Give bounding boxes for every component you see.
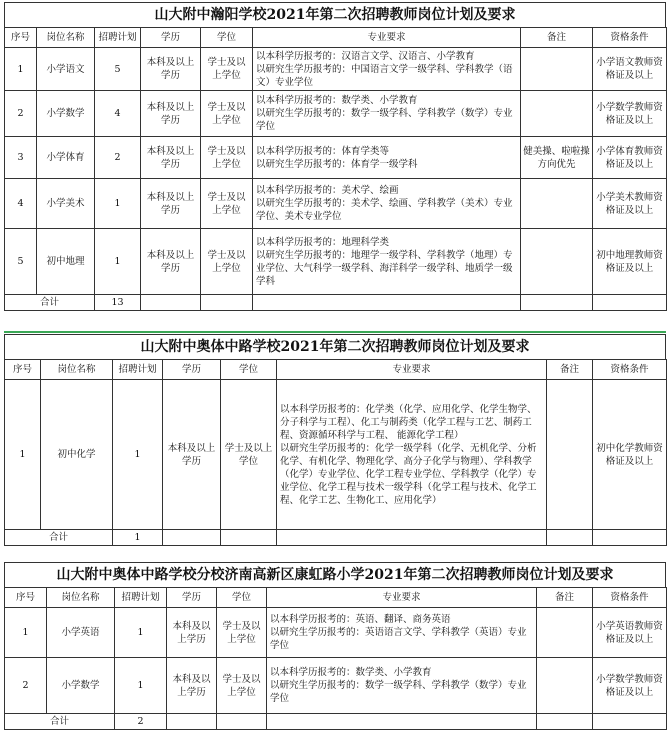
degree: 学士及以上学位 <box>217 658 267 714</box>
table-row <box>5 608 667 658</box>
major-requirement <box>253 179 521 229</box>
table-title: 山大附中奥体中路学校分校济南高新区康虹路小学2021年第二次招聘教师岗位计划及要求 <box>4 562 666 587</box>
major-line: 以本科学历报考的：数学类、小学教育 <box>270 667 432 678</box>
degree: 学士及以上学位 <box>201 179 253 229</box>
row-number: 2 <box>5 658 47 714</box>
qualification: 小学数学教师资格证及以上 <box>593 91 667 137</box>
header-cell: 招聘计划 <box>95 28 141 48</box>
total-count: 13 <box>95 295 141 311</box>
position-name: 小学数学 <box>47 658 115 714</box>
major-requirement <box>253 137 521 179</box>
header-cell: 序号 <box>5 588 47 608</box>
row-number: 2 <box>5 91 37 137</box>
position-name: 小学语文 <box>37 48 95 91</box>
table-row <box>5 48 667 91</box>
header-cell: 序号 <box>5 28 37 48</box>
major-line: 以研究生学历报考的：地理学一级学科、学科教学（地理）专业学位、大气科学一级学科、海洋科学一级学科、地质学一级学科 <box>256 249 513 287</box>
table-row <box>5 658 667 714</box>
position-name: 小学美术 <box>37 179 95 229</box>
total-count: 2 <box>115 714 167 730</box>
remark <box>521 48 593 91</box>
header-cell: 资格条件 <box>593 360 667 380</box>
major-requirement <box>253 48 521 91</box>
position-name: 初中化学 <box>41 380 113 530</box>
degree: 学士及以上学位 <box>221 380 277 530</box>
major-requirement <box>267 658 537 714</box>
education: 本科及以上学历 <box>141 229 201 295</box>
position-name: 小学数学 <box>37 91 95 137</box>
remark <box>537 658 593 714</box>
header-cell: 学位 <box>221 360 277 380</box>
qualification: 小学数学教师资格证及以上 <box>593 658 667 714</box>
qualification: 小学语文教师资格证及以上 <box>593 48 667 91</box>
table-title: 山大附中瀚阳学校2021年第二次招聘教师岗位计划及要求 <box>4 2 666 27</box>
table-row <box>5 179 667 229</box>
header-row <box>5 360 667 380</box>
hire-count: 1 <box>95 229 141 295</box>
header-cell: 岗位名称 <box>41 360 113 380</box>
recruitment-table-2 <box>4 334 666 546</box>
degree: 学士及以上学位 <box>201 91 253 137</box>
recruitment-table-3 <box>4 562 666 730</box>
header-cell: 学位 <box>217 588 267 608</box>
major-line: 以本科学历报考的：汉语言文学、汉语言、小学教育 <box>256 50 475 62</box>
remark: 健美操、啦啦操方向优先 <box>521 137 593 179</box>
header-cell: 学历 <box>163 360 221 380</box>
major-line: 以研究生学历报考的：化学一级学科（化学、无机化学、分析化学、有机化学、物理化学、高分子化学与物理）、学科教学（化学）专业学位、化学工程专业学位、学科教学（化学）专业学位、化学工程与技术一级学科（化学工程与技术、化学工程、化学工艺、生物化工、应用化学） <box>280 442 537 506</box>
total-row <box>5 530 667 546</box>
qualification: 初中地理教师资格证及以上 <box>593 229 667 295</box>
row-number: 1 <box>5 48 37 91</box>
degree: 学士及以上学位 <box>217 608 267 658</box>
major-line: 以本科学历报考的：体育学类等 <box>256 145 390 157</box>
header-cell: 资格条件 <box>593 588 667 608</box>
major-requirement <box>277 380 547 530</box>
header-row <box>5 28 667 48</box>
major-line: 以研究生学历报考的：中国语言文学一级学科、学科教学（语文）专业学位 <box>256 63 513 88</box>
position-name: 初中地理 <box>37 229 95 295</box>
header-cell: 专业要求 <box>277 360 547 380</box>
header-cell: 专业要求 <box>267 588 537 608</box>
remark <box>537 608 593 658</box>
major-line: 以研究生学历报考的：英语语言文学、学科教学（英语）专业学位 <box>270 627 527 651</box>
row-number: 3 <box>5 137 37 179</box>
header-cell: 学位 <box>201 28 253 48</box>
total-count: 1 <box>113 530 163 546</box>
education: 本科及以上学历 <box>141 137 201 179</box>
total-label: 合计 <box>5 530 113 546</box>
section-divider <box>4 331 666 333</box>
table-row <box>5 229 667 295</box>
qualification: 初中化学教师资格证及以上 <box>593 380 667 530</box>
header-cell: 岗位名称 <box>37 28 95 48</box>
major-line: 以本科学历报考的：英语、翻译、商务英语 <box>270 614 451 625</box>
hire-count: 5 <box>95 48 141 91</box>
remark <box>521 179 593 229</box>
recruitment-table <box>4 27 667 311</box>
row-number: 1 <box>5 380 41 530</box>
row-number: 5 <box>5 229 37 295</box>
hire-count: 1 <box>113 380 163 530</box>
header-cell: 备注 <box>547 360 593 380</box>
header-cell: 招聘计划 <box>113 360 163 380</box>
total-label: 合计 <box>5 295 95 311</box>
row-number: 1 <box>5 608 47 658</box>
qualification: 小学体育教师资格证及以上 <box>593 137 667 179</box>
major-line: 以研究生学历报考的：数学一级学科、学科教学（数学）专业学位 <box>256 108 513 132</box>
remark <box>521 229 593 295</box>
hire-count: 1 <box>95 179 141 229</box>
total-label: 合计 <box>5 714 115 730</box>
total-row <box>5 295 667 311</box>
major-line: 以研究生学历报考的：美术学、绘画、学科教学（美术）专业学位、美术专业学位 <box>256 198 513 222</box>
header-cell: 备注 <box>521 28 593 48</box>
education: 本科及以上学历 <box>167 658 217 714</box>
header-cell: 专业要求 <box>253 28 521 48</box>
education: 本科及以上学历 <box>141 48 201 91</box>
major-line: 以研究生学历报考的：数学一级学科、学科教学（数学）专业学位 <box>270 680 527 704</box>
recruitment-table <box>4 587 667 730</box>
major-requirement <box>267 608 537 658</box>
hire-count: 2 <box>95 137 141 179</box>
degree: 学士及以上学位 <box>201 48 253 91</box>
header-cell: 资格条件 <box>593 28 667 48</box>
header-row <box>5 588 667 608</box>
qualification: 小学英语教师资格证及以上 <box>593 608 667 658</box>
education: 本科及以上学历 <box>163 380 221 530</box>
hire-count: 1 <box>115 608 167 658</box>
major-line: 以本科学历报考的：数学类、小学教育 <box>256 95 418 106</box>
position-name: 小学体育 <box>37 137 95 179</box>
table-title: 山大附中奥体中路学校2021年第二次招聘教师岗位计划及要求 <box>4 334 666 359</box>
row-number: 4 <box>5 179 37 229</box>
degree: 学士及以上学位 <box>201 229 253 295</box>
recruitment-table <box>4 359 667 546</box>
major-line: 以本科学历报考的：美术学、绘画 <box>256 185 399 196</box>
table-row <box>5 380 667 530</box>
education: 本科及以上学历 <box>141 91 201 137</box>
remark <box>521 91 593 137</box>
remark <box>547 380 593 530</box>
education: 本科及以上学历 <box>141 179 201 229</box>
recruitment-table-1 <box>4 2 666 311</box>
total-row <box>5 714 667 730</box>
qualification: 小学美术教师资格证及以上 <box>593 179 667 229</box>
major-line: 以本科学历报考的：地理科学类 <box>256 236 390 248</box>
major-line: 以研究生学历报考的：体育学一级学科 <box>256 158 418 170</box>
hire-count: 1 <box>115 658 167 714</box>
header-cell: 岗位名称 <box>47 588 115 608</box>
table-row <box>5 137 667 179</box>
header-cell: 学历 <box>167 588 217 608</box>
degree: 学士及以上学位 <box>201 137 253 179</box>
header-cell: 招聘计划 <box>115 588 167 608</box>
header-cell: 序号 <box>5 360 41 380</box>
hire-count: 4 <box>95 91 141 137</box>
header-cell: 备注 <box>537 588 593 608</box>
header-cell: 学历 <box>141 28 201 48</box>
major-requirement <box>253 91 521 137</box>
major-line: 以本科学历报考的：化学类（化学、应用化学、化学生物学、分子科学与工程）、化工与制药类（化学工程与工艺、制药工程、资源循环科学与工程、 能源化学工程） <box>280 403 537 441</box>
education: 本科及以上学历 <box>167 608 217 658</box>
position-name: 小学英语 <box>47 608 115 658</box>
major-requirement <box>253 229 521 295</box>
table-row <box>5 91 667 137</box>
